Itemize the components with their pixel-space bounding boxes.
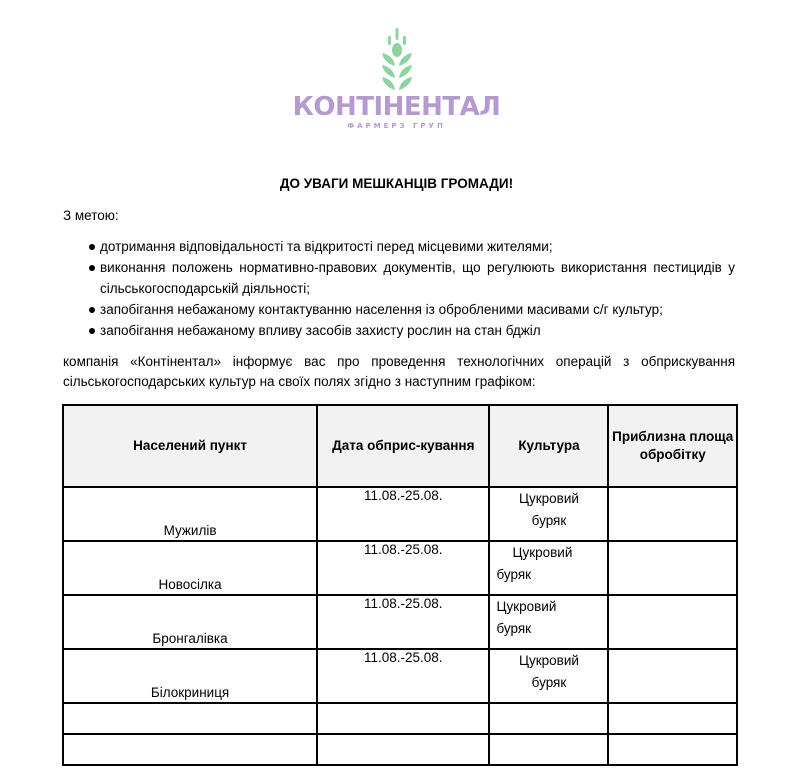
list-item: дотримання відповідальності та відкритості перед місцевими жителями; [63,236,735,257]
table-row [63,649,737,703]
cell-crop: Цукровий буряк [489,649,608,703]
cell-date: 11.08.-25.08. [317,595,489,649]
cell-area [608,649,737,703]
cell-crop: Цукровий буряк [489,487,608,541]
table-header-row [63,405,737,487]
bullet-icon [89,265,95,271]
cell-place: Мужилів [63,487,317,541]
cell-area [608,595,737,649]
goals-list [63,236,735,341]
cell-place: Білокриниця [63,649,317,703]
info-paragraph: компанія «Контінентал» інформує вас про проведення технологічних операцій з обприскування сільськогосподарських культур на своїх полях згідно з наступним графіком: [63,354,735,389]
header-area: Приблизна площа обробітку [608,405,737,487]
brand-name: КОНТІНЕНТАЛ [292,92,501,122]
list-item: запобігання небажаному контактуванню населення із обробленими масивами с/г культур; [63,299,735,320]
bullet-icon [89,328,95,334]
cell-crop: Цукровий буряк [489,541,608,595]
schedule-table [62,404,738,766]
table-row-empty [63,703,737,734]
header-crop: Культура [489,405,608,487]
bullet-icon [89,244,95,250]
intro-text: З метою: [63,208,119,223]
table-row [63,541,737,595]
header-date: Дата обприс-кування [317,405,489,487]
list-item: виконання положень нормативно-правових документів, що регулюють використання пестицидів у сільськогосподарській діяльності; [63,257,735,299]
table-row [63,595,737,649]
wheat-icon [380,28,414,90]
table-row-empty [63,734,737,765]
cell-area [608,541,737,595]
cell-date: 11.08.-25.08. [317,487,489,541]
page-title: ДО УВАГИ МЕШКАНЦІВ ГРОМАДИ! [279,176,514,191]
cell-date: 11.08.-25.08. [317,541,489,595]
table-row [63,487,737,541]
bullet-icon [89,307,95,313]
cell-crop: Цукровий буряк [489,595,608,649]
cell-place: Новосілка [63,541,317,595]
company-logo [0,28,793,130]
brand-subtitle: ФАРМЕРЗ ГРУП [347,122,446,130]
list-item: запобігання небажаному впливу засобів захисту рослин на стан бджіл [63,320,735,341]
header-place: Населений пункт [63,405,317,487]
cell-place: Бронгалівка [63,595,317,649]
cell-date: 11.08.-25.08. [317,649,489,703]
cell-area [608,487,737,541]
